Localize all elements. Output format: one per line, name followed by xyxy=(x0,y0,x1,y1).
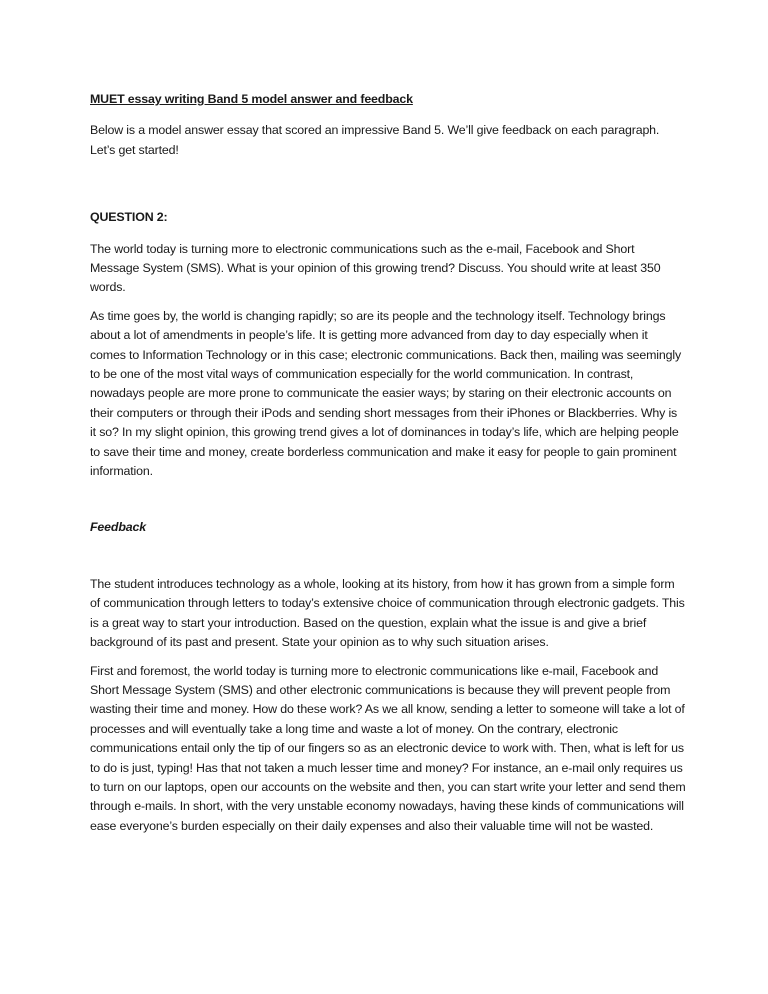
feedback-paragraph: The student introduces technology as a whole, looking at its history, from how it has grown from a simple form of communication through letters to today’s extensive choice of communication through electronic gadgets. This is a great way to start your introduction. Based on the question, explain what the issue is and give a brief background of its past and present. State your opinion as to why such situation arises. xyxy=(90,576,685,650)
question-heading: QUESTION 2: xyxy=(90,210,168,225)
document-page xyxy=(90,90,686,845)
document-title: MUET essay writing Band 5 model answer and feedback xyxy=(90,92,413,106)
essay-paragraph: As time goes by, the world is changing rapidly; so are its people and the technology itself. Technology brings about a lot of amendments in people’s life. It is getting more advanced from day to day especially when it comes to Information Technology or in this case; electronic communications. Back then, mailing was seemingly to be one of the most vital ways of communication especially for the world communication. In contrast, nowadays people are more prone to communicate the easier ways; by staring on their electronic accounts on their computers or through their iPods and sending short messages from their iPhones or Blackberries. Why is it so? In my slight opinion, this growing trend gives a lot of dominances in today’s life, which are helping people to save their time and money, create borderless communication and make it easy for people to gain prominent information. xyxy=(90,308,681,479)
question-text: The world today is turning more to electronic communications such as the e-mail, Facebook and Short Message System (SMS). What is your opinion of this growing trend? Discuss. You should write at least 350 words. xyxy=(90,241,661,295)
intro-paragraph: Below is a model answer essay that scored an impressive Band 5. We’ll give feedback on each paragraph. Let’s get started! xyxy=(90,123,660,157)
body-paragraph: First and foremost, the world today is turning more to electronic communications like e-mail, Facebook and Short Message System (SMS) and other electronic communications is because they will prevent people from wasting their time and money. How do these work? As we all know, sending a letter to someone will take a lot of processes and will eventually take a long time and waste a lot of money. On the contrary, electronic communications entail only the tip of our fingers so as an electronic device to work with. Then, what is left for us to do is just, typing! Has that not taken a much lesser time and money? For instance, an e-mail only requires us to turn on our laptops, open our accounts on the website and then, you can start write your letter and send them through e-mails. In short, with the very unstable economy nowadays, having these kinds of communications will ease everyone’s burden especially on their daily expenses and also their valuable time will not be wasted. xyxy=(90,663,686,833)
feedback-heading: Feedback xyxy=(90,519,146,534)
